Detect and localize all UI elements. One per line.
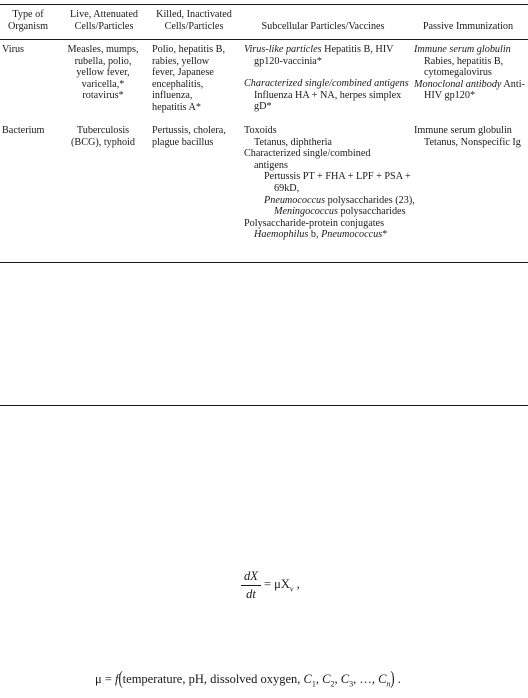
header-subcellular: Subcellular Particles/Vaccines (261, 21, 385, 32)
bacterium-haem-italic: Haemophilus (254, 229, 309, 241)
eq2-c1: C (303, 672, 312, 686)
virus-subcellular (244, 44, 409, 113)
virus-vlp-line (244, 44, 409, 56)
virus-char-line2: gD* (254, 101, 272, 113)
header-live-line1: Live, Attenuated (70, 9, 138, 20)
virus-killed-line: influenza, (152, 90, 193, 102)
virus-mab-label: Monoclonal antibody (414, 78, 502, 90)
virus-vlp-label: Virus-like particles (244, 44, 322, 55)
bacterium-passive (414, 125, 521, 148)
eq2-c3: C (340, 672, 350, 686)
eq2-lhs: μ = (95, 672, 116, 686)
table-top-rule (0, 4, 528, 5)
header-organism-line2: Organism (8, 20, 48, 32)
bacterium-pneumo-italic: Pneumococcus (264, 194, 326, 206)
header-organism (2, 9, 54, 32)
virus-passive (414, 44, 525, 102)
eq2-s3: 3 (349, 679, 354, 689)
bacterium-passive-line2: Tetanus, Nonspecific Ig (424, 136, 521, 148)
bacterium-haem-pneumo: Pneumococcus (321, 229, 383, 241)
eq2-right-paren-icon: ) (390, 667, 395, 689)
eq2-sn: n (386, 679, 391, 689)
virus-isg-line2: cytomegalovirus (424, 67, 492, 79)
bacterium-organism: Bacterium (2, 125, 45, 136)
header-passive: Passive Immunization (422, 21, 514, 32)
virus-mab-line (414, 79, 525, 91)
eq2-cn: C (378, 672, 387, 686)
eq2-end: . (397, 672, 401, 686)
bacterium-haem-line (244, 229, 415, 241)
virus-char-label: Characterized single/combined antigens (244, 78, 409, 90)
virus-organism: Virus (2, 44, 25, 55)
virus-mab-text: Anti- (501, 78, 525, 90)
virus-killed (152, 44, 225, 114)
eq2-left-paren-icon: ( (118, 667, 123, 689)
virus-live-line: Measles, mumps, (67, 44, 139, 55)
bacterium-subcellular (244, 125, 415, 241)
virus-isg-label: Immune serum globulin (414, 44, 511, 55)
header-organism-line1: Type of (12, 9, 44, 20)
table-bottom-rule (0, 262, 528, 263)
eq2-dots: …, (359, 672, 379, 686)
bacterium-pneumo-text: polysaccharides (23), (325, 194, 415, 206)
eq1-rhs-sub: v (289, 584, 294, 594)
header-live-line2: Cells/Particles (74, 20, 134, 32)
eq2-f: f (115, 672, 119, 686)
bacterium-haem-star: * (382, 229, 388, 241)
virus-vlp-text: Hepatitis B, HIV (321, 44, 394, 55)
bacterium-mening-text: polysaccharides (337, 206, 406, 218)
bacterium-char-line1: Characterized single/combined (244, 148, 371, 160)
virus-live-line: yellow fever, (76, 67, 130, 79)
eq2-args: temperature, pH, dissolved oxygen, (122, 672, 304, 686)
equation-2: μ = f(temperature, pH, dissolved oxygen, $C_1$, $C_2$, $C_3$, …, $C_n$) . (95, 667, 401, 689)
bacterium-haem-text: b, (308, 229, 322, 241)
bacterium-killed-line: Pertussis, cholera, (152, 125, 226, 136)
bacterium-conj: Polysaccharide-protein conjugates (244, 217, 385, 229)
virus-killed-line: hepatitis A* (152, 101, 201, 113)
virus-isg-line1: Rabies, hepatitis B, (424, 55, 504, 67)
virus-live-line: rotavirus* (82, 90, 124, 102)
bacterium-killed-line: plague bacillus (152, 136, 214, 148)
bacterium-pert-line1: Pertussis PT + FHA + LPF + PSA + (264, 171, 411, 183)
bacterium-mening-line (244, 206, 415, 218)
bacterium-pneumo-line (244, 195, 415, 207)
virus-live (57, 44, 149, 102)
virus-live-line: rubella, polio, (74, 55, 132, 67)
virus-killed-line: rabies, yellow (152, 55, 210, 67)
bacterium-char-line2: antigens (254, 159, 288, 171)
virus-vlp-line2: gp120-vaccinia* (254, 55, 322, 67)
virus-live-line: varicella,* (81, 78, 125, 90)
eq2-s1: 1 (311, 679, 316, 689)
eq1-fraction-bar (241, 585, 261, 586)
virus-mab-line2: HIV gp120* (424, 90, 476, 102)
virus-killed-line: Polio, hepatitis B, (152, 44, 226, 55)
bacterium-live-line: Tuberculosis (76, 125, 130, 136)
header-live (58, 9, 150, 32)
eq1-rhs (264, 577, 300, 594)
section-divider-rule (0, 405, 528, 406)
header-killed-line1: Killed, Inactivated (156, 9, 232, 20)
eq1-denominator: dt (246, 587, 256, 601)
eq1-numerator: dX (244, 569, 258, 583)
bacterium-pert-line2: 69kD, (274, 182, 300, 194)
table-header-rule (0, 39, 528, 40)
eq1-rhs-mu: = μX (264, 577, 290, 591)
bacterium-toxoids-line1: Tetanus, diphtheria (254, 136, 332, 148)
eq2-s2: 2 (330, 679, 335, 689)
bacterium-live-line: (BCG), typhoid (71, 136, 135, 148)
header-killed-line2: Cells/Particles (164, 20, 224, 32)
bacterium-live (57, 125, 149, 148)
header-killed (146, 9, 242, 32)
bacterium-toxoids: Toxoids (244, 125, 277, 136)
eq1-rhs-end: , (293, 577, 300, 591)
virus-char-line1: Influenza HA + NA, herpes simplex (254, 89, 402, 101)
bacterium-passive-line1: Immune serum globulin (414, 125, 512, 136)
virus-killed-line: encephalitis, (152, 78, 204, 90)
virus-killed-line: fever, Japanese (152, 67, 214, 79)
eq2-c2: C (322, 672, 331, 686)
bacterium-mening-italic: Meningococcus (274, 206, 338, 218)
bacterium-killed (152, 125, 226, 148)
